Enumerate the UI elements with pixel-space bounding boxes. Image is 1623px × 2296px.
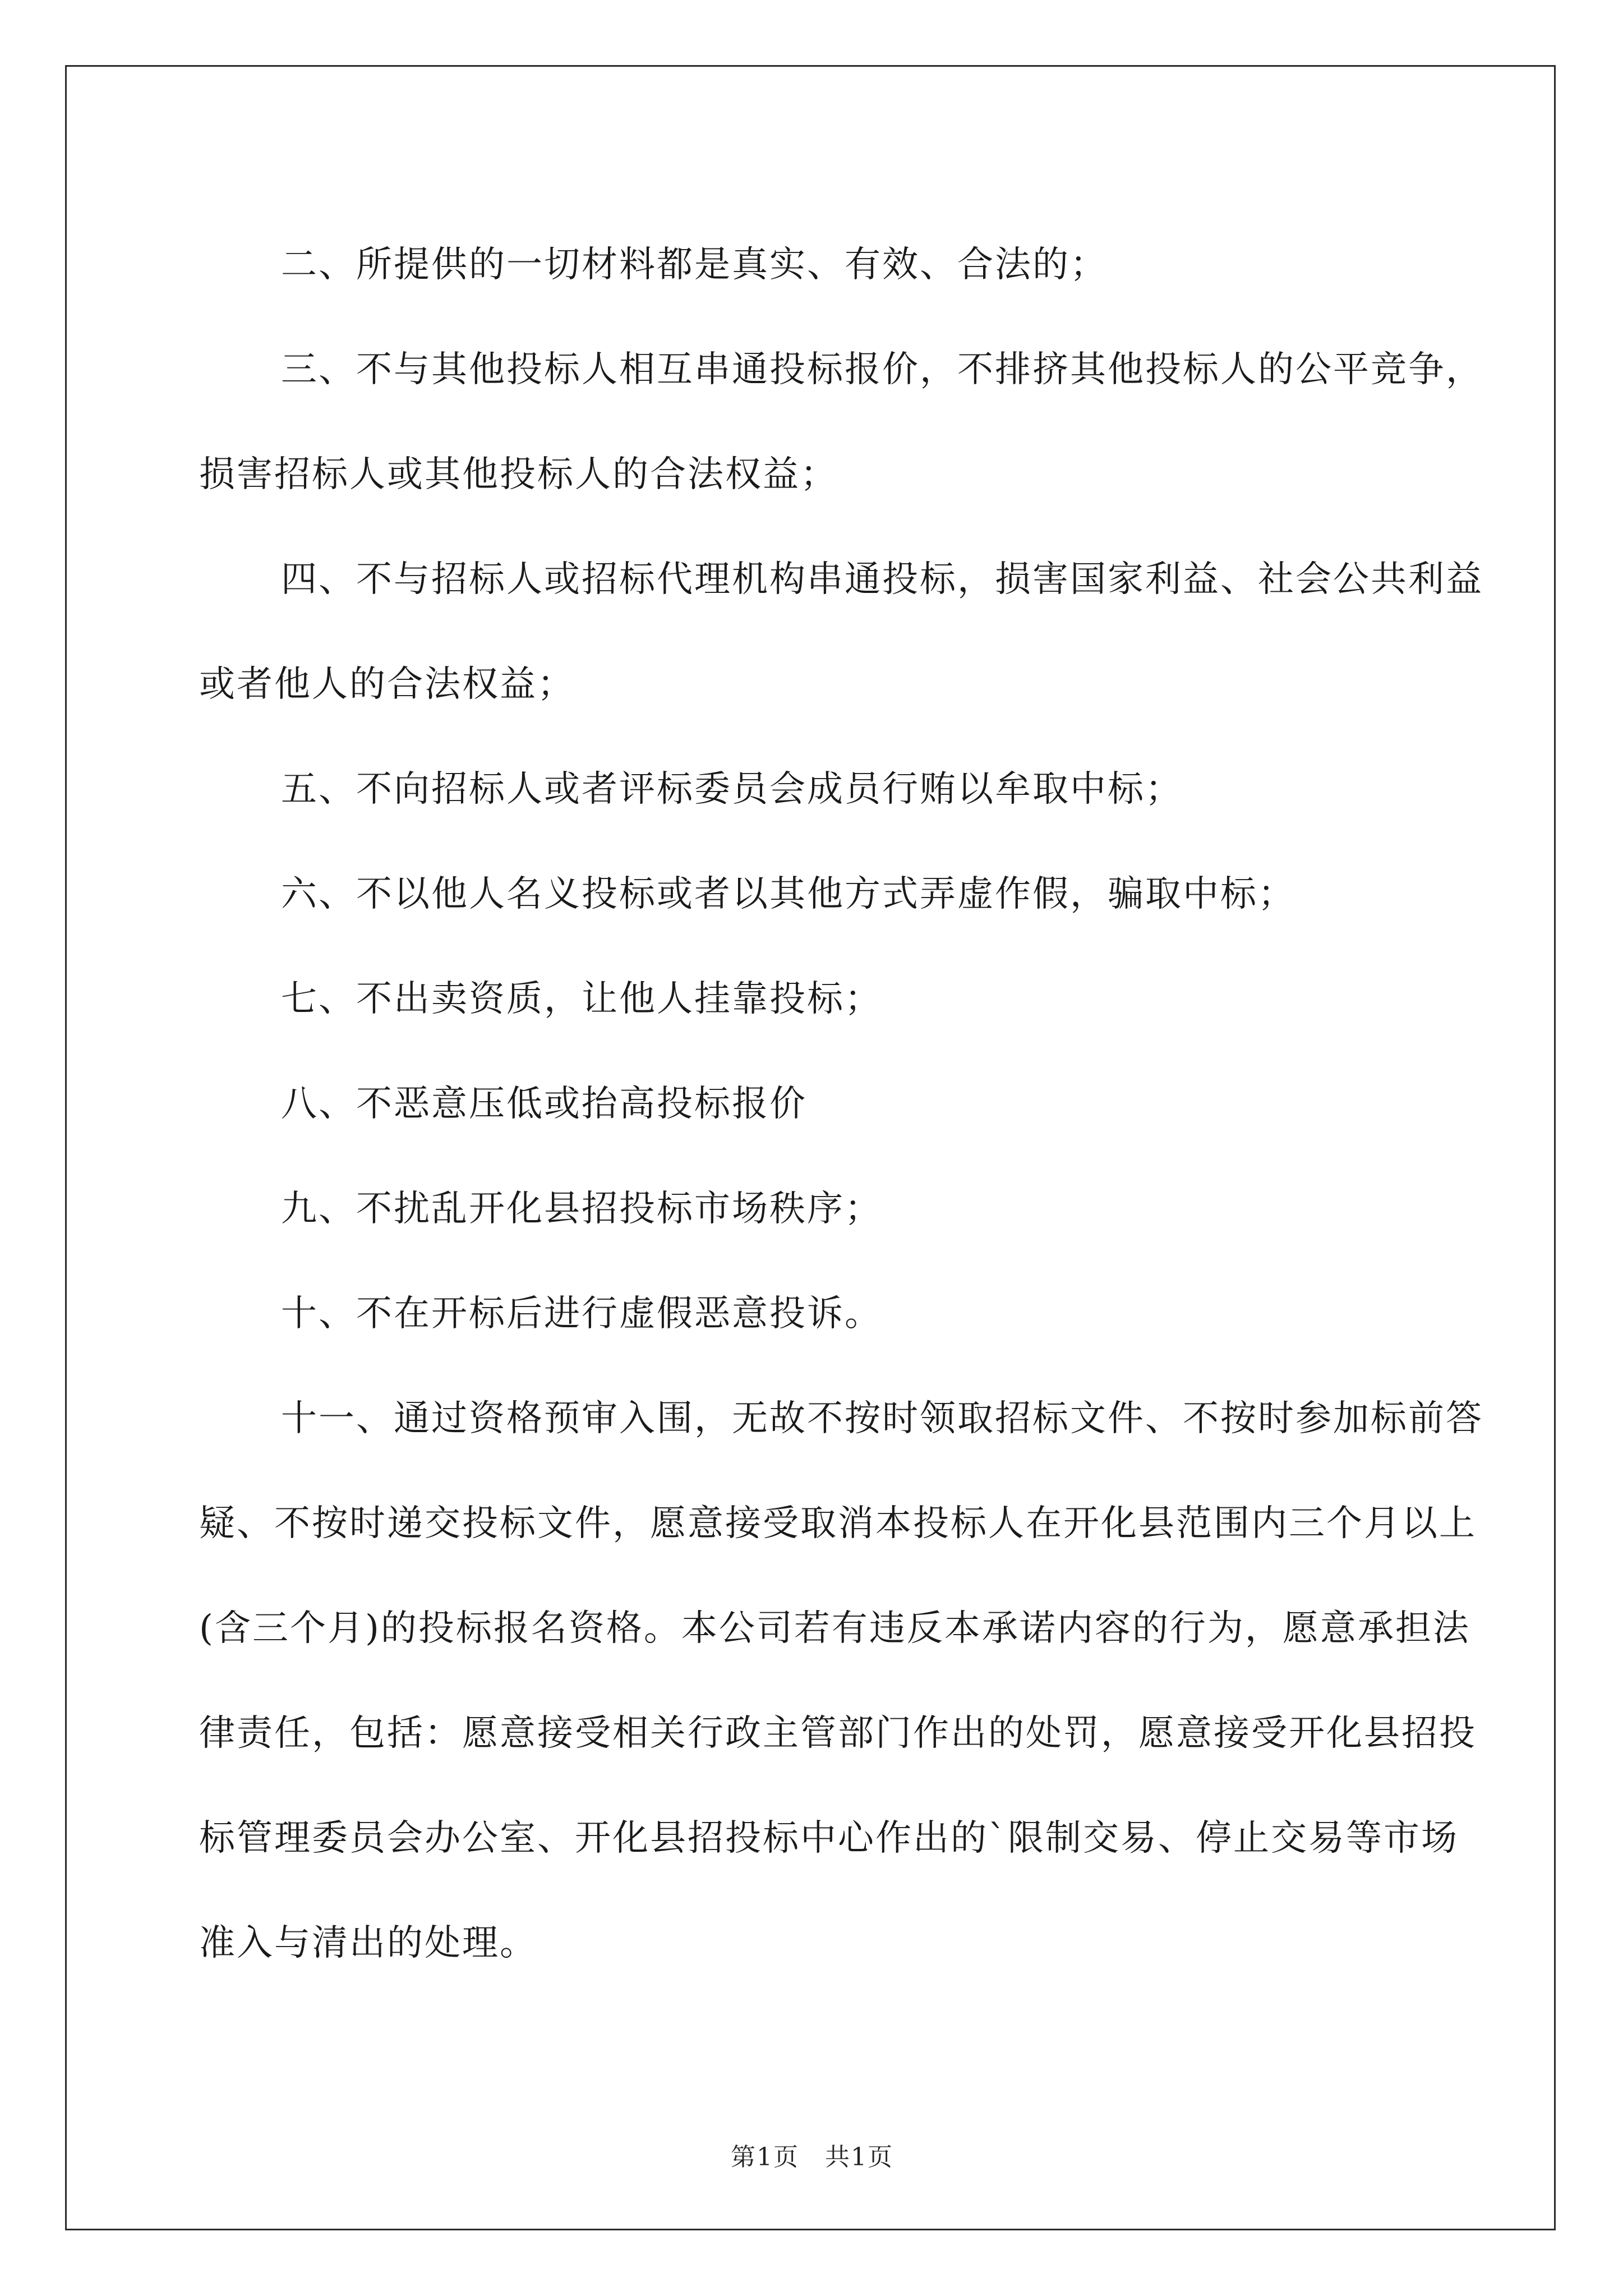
clause-3: 三、不与其他投标人相互串通投标报价，不排挤其他投标人的公平竞争，损害招标人或其他投标人的合法权益； xyxy=(199,349,1483,495)
page-footer: 第1页 共1页 xyxy=(731,2143,893,2171)
document-body xyxy=(199,213,1493,1996)
clause-7: 七、不出卖资质，让他人挂靠投标； xyxy=(281,978,882,1020)
clause-5: 五、不向招标人或者评标委员会成员行贿以牟取中标； xyxy=(281,769,1183,810)
clause-4: 四、不与招标人或招标代理机构串通投标，损害国家利益、社会公共利益或者他人的合法权益； xyxy=(199,559,1483,705)
clause-2: 二、所提供的一切材料都是真实、有效、合法的； xyxy=(281,244,1108,286)
clause-9: 九、不扰乱开化县招投标市场秩序； xyxy=(281,1188,882,1230)
page-border xyxy=(65,65,1556,2230)
clause-10: 十、不在开标后进行虚假恶意投诉。 xyxy=(281,1293,882,1335)
clause-6: 六、不以他人名义投标或者以其他方式弄虚作假，骗取中标； xyxy=(281,873,1295,915)
clause-11: 十一、通过资格预审入围，无故不按时领取招标文件、不按时参加标前答疑、不按时递交投标文件，愿意接受取消本投标人在开化县范围内三个月以上(含三个月)的投标报名资格。本公司若有违反本承诺内容的行为，愿意承担法律责任，包括：愿意接受相关行政主管部门作出的处罚，愿意接受开化县招投标管理委员会办公室、开化县招投标中心作出的`限制交易、停止交易等市场准入与清出的处理。 xyxy=(199,1398,1483,1964)
clause-8: 八、不恶意压低或抬高投标报价 xyxy=(281,1083,807,1125)
